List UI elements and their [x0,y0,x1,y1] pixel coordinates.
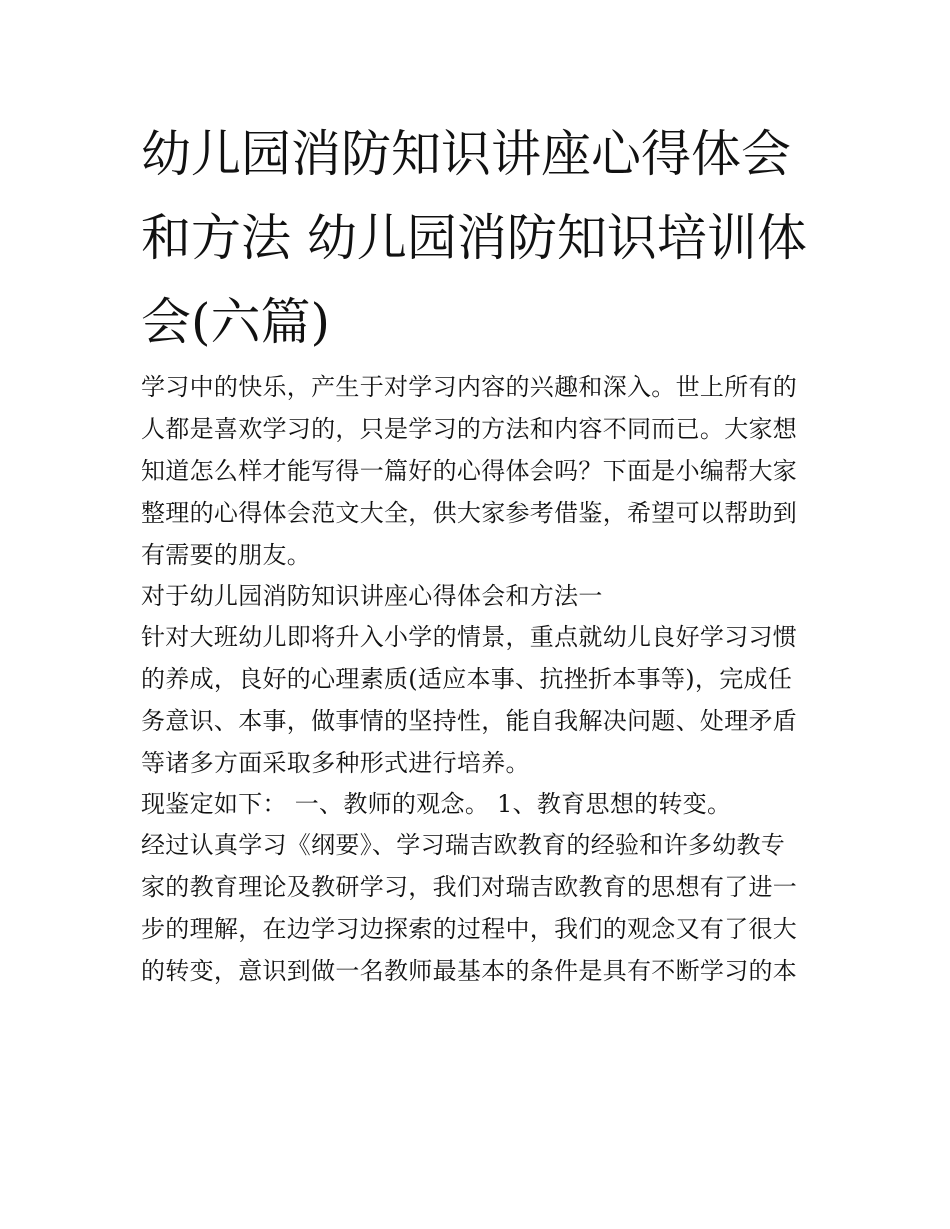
paragraph-line: 人都是喜欢学习的，只是学习的方法和内容不同而已。大家想 [141,415,798,443]
paragraph-line: 知道怎么样才能写得一篇好的心得体会吗？下面是小编帮大家 [141,457,798,485]
paragraph-line: 家的教育理论及教研学习，我们对瑞吉欧教育的思想有了进一 [141,873,798,901]
paragraph-line: 整理的心得体会范文大全，供大家参考借鉴，希望可以帮助到 [141,499,798,527]
intro-paragraph [141,366,813,576]
paragraph-line: 的养成，良好的心理素质(适应本事、抗挫折本事等)，完成任 [141,665,793,693]
paragraph-line: 等诸多方面采取多种形式进行培养。 [141,749,530,777]
paragraph-line: 步的理解，在边学习边探索的过程中，我们的观念又有了很大 [141,915,798,943]
paragraph-line: 有需要的朋友。 [141,541,312,569]
title-line: 会(六篇) [141,293,331,351]
body-paragraph [141,824,813,992]
paragraph-line: 学习中的快乐，产生于对学习内容的兴趣和深入。世上所有的 [141,373,798,401]
paragraph-line: 对于幼儿园消防知识讲座心得体会和方法一 [141,582,603,610]
title-line: 和方法 幼儿园消防知识培训体 [141,209,807,267]
paragraph-line: 的转变，意识到做一名教师最基本的条件是具有不断学习的本 [141,957,798,985]
body-paragraph [141,783,813,825]
document-title [141,112,813,364]
paragraph-line: 针对大班幼儿即将升入小学的情景，重点就幼儿良好学习习惯 [141,623,798,651]
document-page [141,112,813,991]
title-line: 幼儿园消防知识讲座心得体会 [141,125,791,183]
paragraph-line: 务意识、本事，做事情的坚持性，能自我解决问题、处理矛盾 [141,707,798,735]
paragraph-line: 现鉴定如下： 一、教师的观念。 1、教育思想的转变。 [141,790,732,818]
section-heading [141,575,813,617]
paragraph-line: 经过认真学习《纲要》、学习瑞吉欧教育的经验和许多幼教专 [141,831,786,859]
body-paragraph [141,616,813,784]
